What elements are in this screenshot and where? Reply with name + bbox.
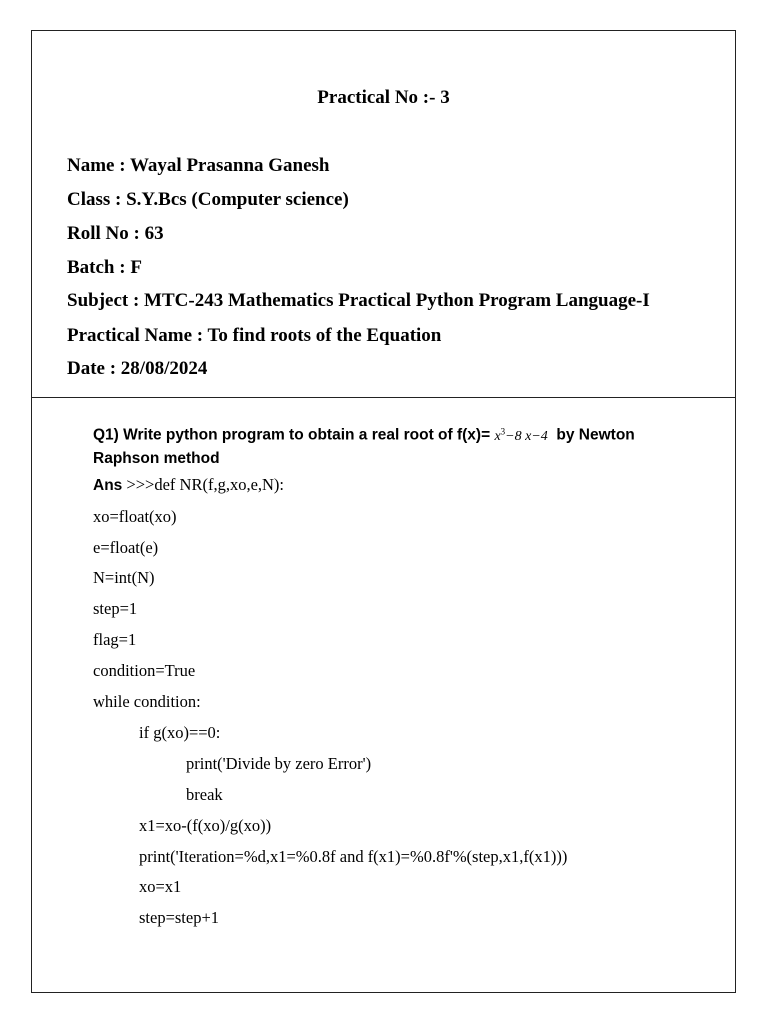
roll-number: Roll No : 63 [67,223,164,244]
equation: $x^3-8$ x−4 [494,426,548,444]
answer-label: Ans [93,477,123,494]
question-prefix: Q1) Write python program to obtain a real root of f(x)= [93,426,491,444]
code-line: xo=float(xo) [93,507,177,526]
question-text [93,420,693,470]
answer-line-1: Ans >>>def NR(f,g,xo,e,N): [93,475,285,494]
code-line: if g(xo)==0: [139,723,221,742]
code-line: step=step+1 [139,908,220,927]
code-line: condition=True [93,661,196,680]
batch: Batch : F [67,257,142,278]
code-line: xo=x1 [139,877,182,896]
code-line: e=float(e) [93,538,159,557]
code-line: print('Iteration=%d,x1=%0.8f and f(x1)=%0.8f'%(step,x1,f(x1))) [139,847,568,866]
student-name: Name : Wayal Prasanna Ganesh [67,155,330,176]
subject: Subject : MTC-243 Mathematics Practical Python Program Language-I [67,290,650,311]
code-line: flag=1 [93,630,137,649]
code-line: step=1 [93,599,138,618]
date: Date : 28/08/2024 [67,358,208,379]
section-divider [31,397,736,398]
code-line: break [186,785,223,804]
question-suffix: by Newton Raphson method [93,426,635,467]
practical-name: Practical Name : To find roots of the Equation [67,325,442,346]
student-class: Class : S.Y.Bcs (Computer science) [67,189,349,210]
code-line: print('Divide by zero Error') [186,754,372,773]
page-title: Practical No :- 3 [317,87,450,108]
code-line: while condition: [93,692,201,711]
code-line: N=int(N) [93,568,155,587]
code-line: x1=xo-(f(xo)/g(xo)) [139,816,272,835]
